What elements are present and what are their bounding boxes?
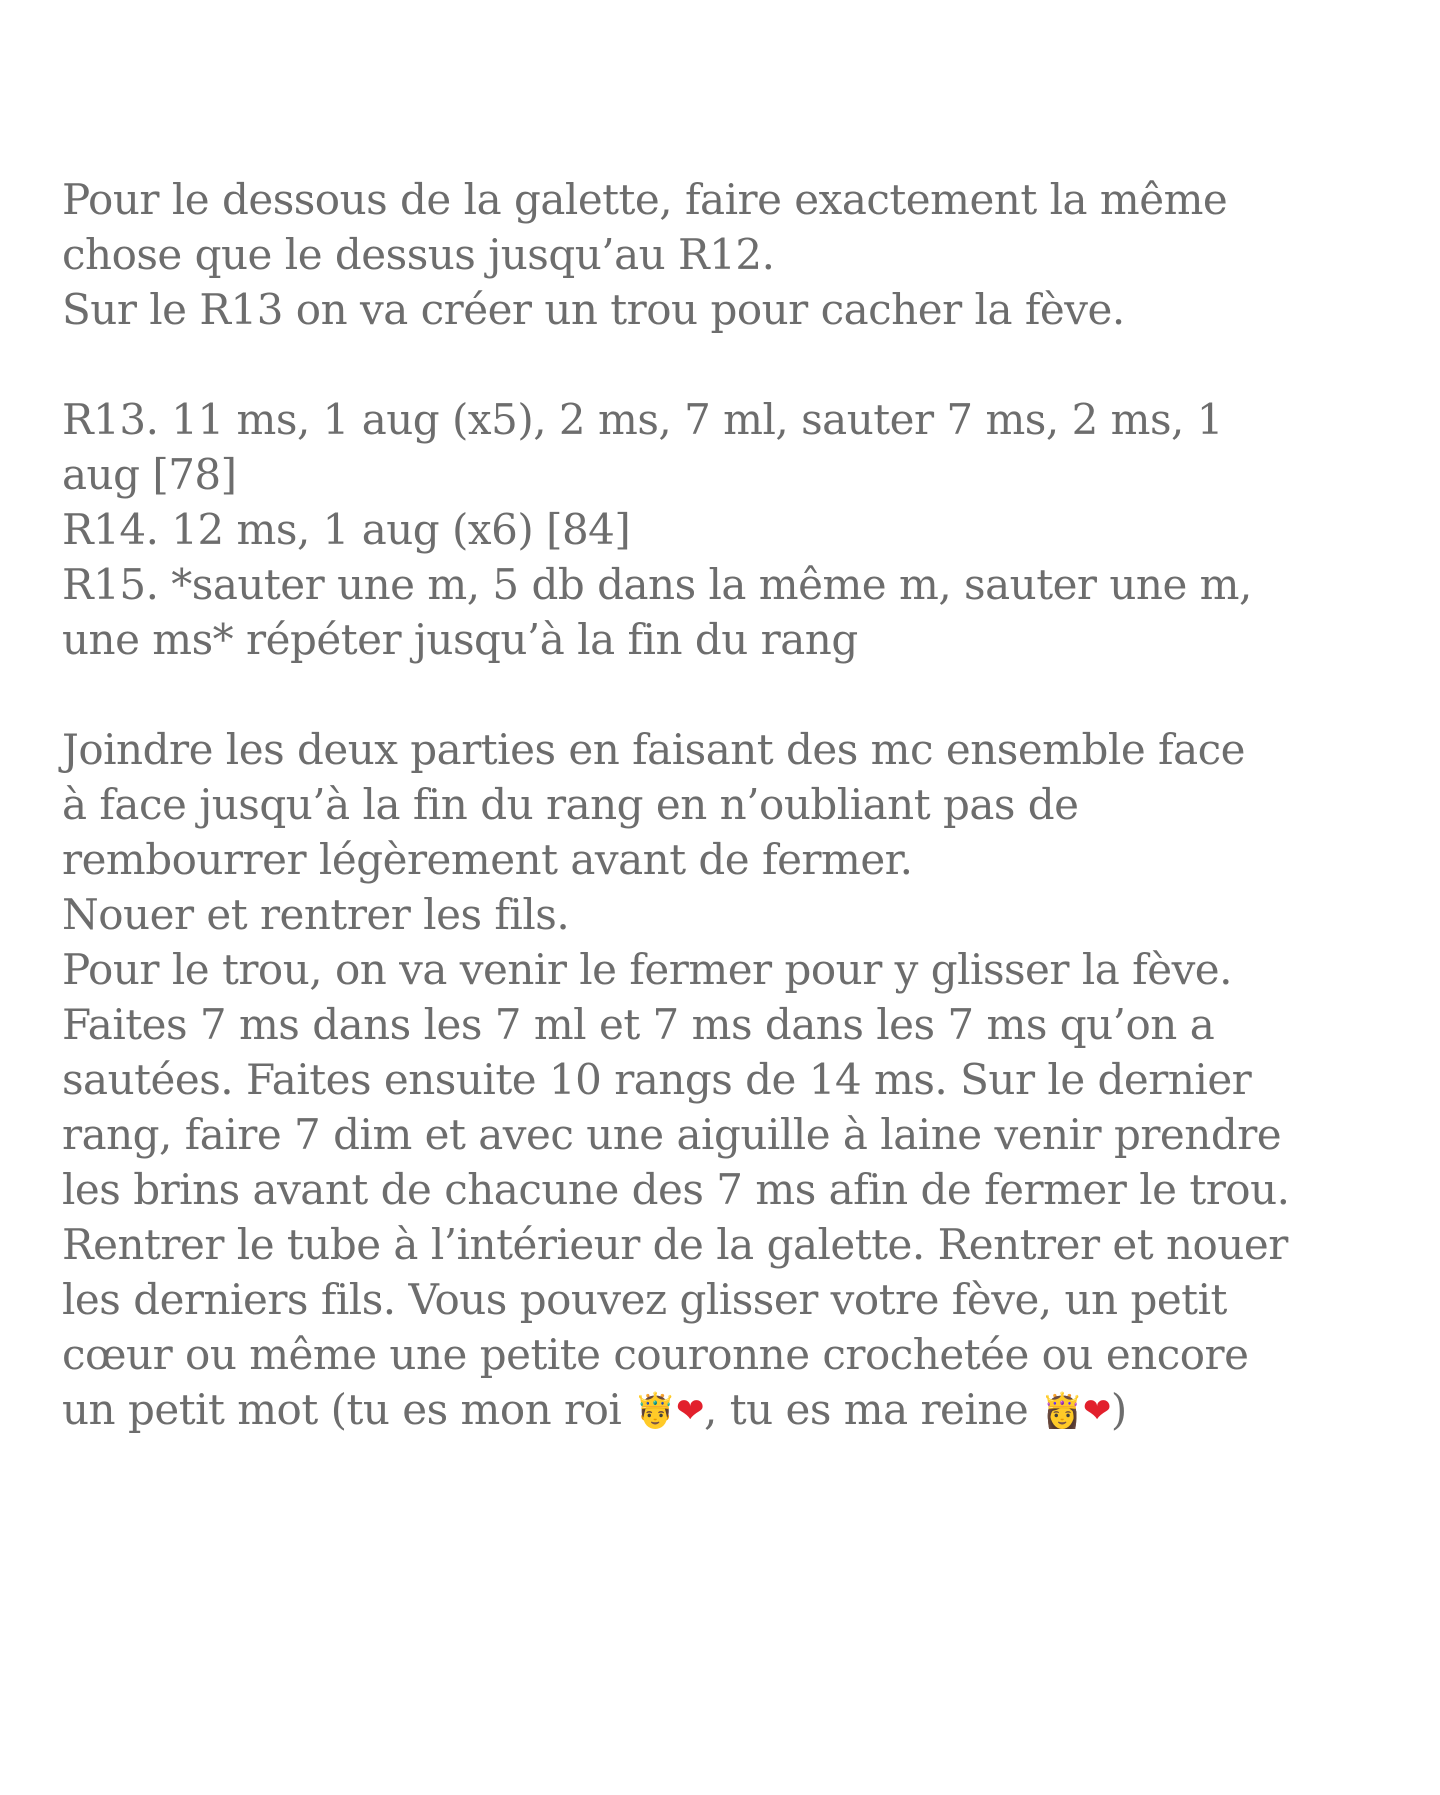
- text-segment: , tu es ma reine: [704, 1385, 1042, 1434]
- finishing-paragraph: [62, 722, 1402, 1439]
- intro-paragraph: [62, 172, 1402, 337]
- text-line: Pour le dessous de la galette, faire exactement la même: [62, 175, 1228, 224]
- pattern-text: [62, 172, 1402, 1494]
- text-line: rembourrer légèrement avant de fermer.: [62, 835, 913, 884]
- text-line: à face jusqu’à la fin du rang en n’oubliant pas de: [62, 780, 1079, 829]
- text-line: rang, faire 7 dim et avec une aiguille à laine venir prendre: [62, 1110, 1282, 1159]
- heart-icon: ❤: [1082, 1391, 1111, 1431]
- heart-icon: ❤: [676, 1391, 704, 1431]
- king-icon: 🤴: [634, 1391, 676, 1431]
- row-instruction-r15-cont: une ms* répéter jusqu’à la fin du rang: [62, 615, 858, 664]
- text-line: chose que le dessus jusqu’au R12.: [62, 230, 775, 279]
- text-segment: un petit mot (tu es mon roi: [62, 1385, 635, 1434]
- text-line: Nouer et rentrer les fils.: [62, 890, 570, 939]
- text-line: Faites 7 ms dans les 7 ml et 7 ms dans les 7 ms qu’on a: [62, 1000, 1215, 1049]
- row-instruction-r14: R14. 12 ms, 1 aug (x6) [84]: [62, 505, 631, 554]
- text-line: Joindre les deux parties en faisant des mc ensemble face: [62, 725, 1245, 774]
- row-instruction-r13-cont: aug [78]: [62, 450, 237, 499]
- text-line: les derniers fils. Vous pouvez glisser votre fève, un petit: [62, 1275, 1227, 1324]
- text-line: sautées. Faites ensuite 10 rangs de 14 ms. Sur le dernier: [62, 1055, 1252, 1104]
- text-line: les brins avant de chacune des 7 ms afin de fermer le trou.: [62, 1165, 1290, 1214]
- text-segment: ): [1110, 1385, 1127, 1434]
- text-line: cœur ou même une petite couronne crochetée ou encore: [62, 1330, 1249, 1379]
- row-instruction-r15: R15. *sauter une m, 5 db dans la même m, sauter une m,: [62, 560, 1252, 609]
- row-instruction-r13: R13. 11 ms, 1 aug (x5), 2 ms, 7 ml, sauter 7 ms, 2 ms, 1: [62, 395, 1223, 444]
- last-text-line: [62, 1382, 1402, 1439]
- text-line: Rentrer le tube à l’intérieur de la galette. Rentrer et nouer: [62, 1220, 1288, 1269]
- text-line: Pour le trou, on va venir le fermer pour y glisser la fève.: [62, 945, 1233, 994]
- queen-icon: 👸: [1041, 1391, 1083, 1431]
- rows-paragraph: [62, 392, 1402, 667]
- text-line: Sur le R13 on va créer un trou pour cacher la fève.: [62, 285, 1125, 334]
